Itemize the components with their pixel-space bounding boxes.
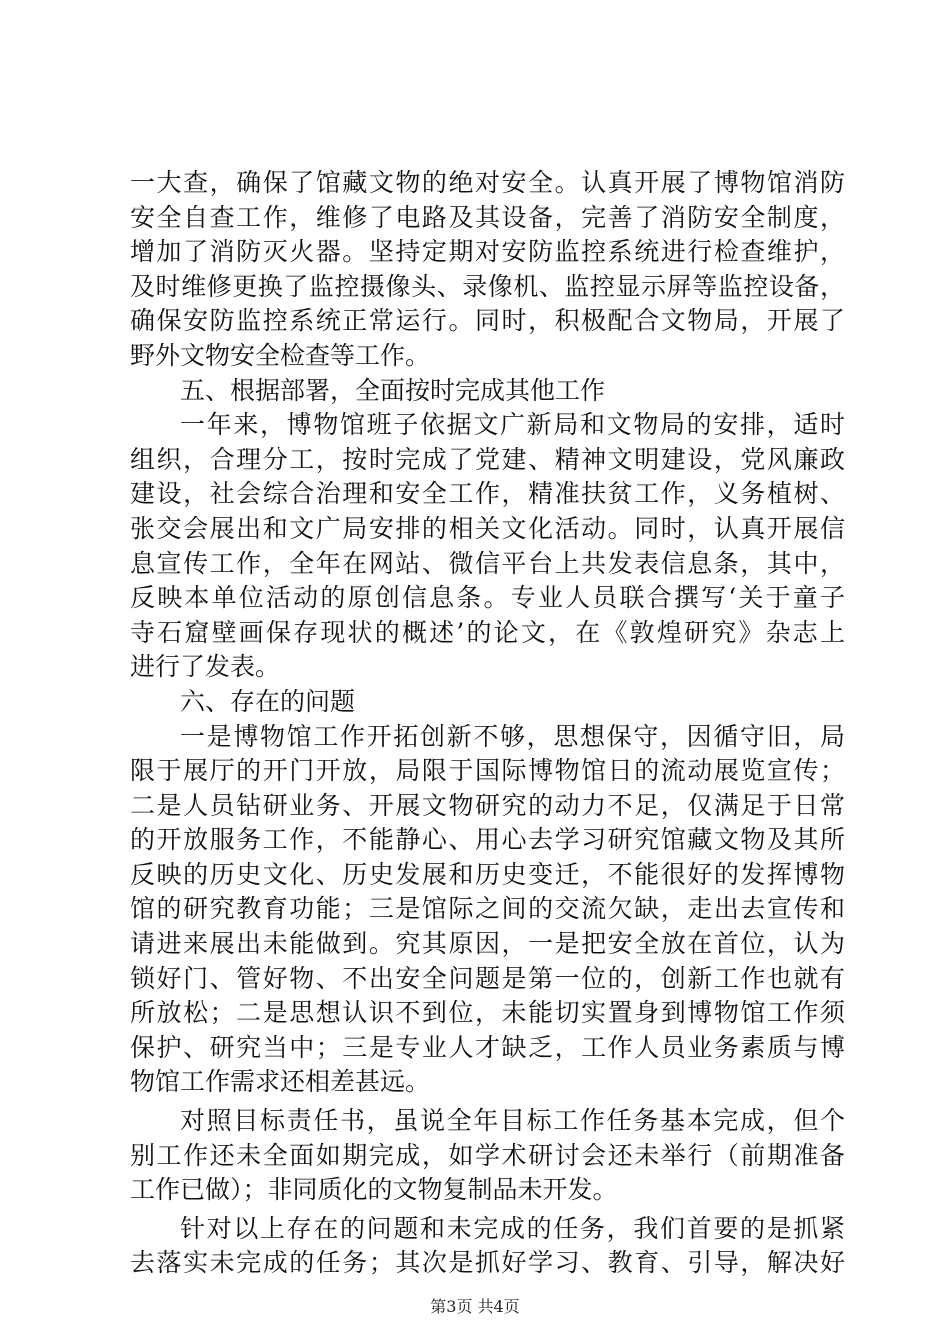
text-line: 请进来展出未能做到。究其原因，一是把安全放在首位，认为 bbox=[130, 929, 845, 959]
heading-text: 五、根据部署，全面按时完成其他工作 bbox=[180, 375, 606, 405]
text-line: 安全自查工作，维修了电路及其设备，完善了消防安全制度， bbox=[130, 202, 845, 232]
text-line: 确保安防监控系统正常运行。同时，积极配合文物局，开展了 bbox=[130, 306, 845, 336]
page-footer bbox=[0, 1294, 950, 1317]
heading-text: 六、存在的问题 bbox=[180, 686, 356, 716]
text-line: 别工作还未全面如期完成，如学术研讨会还未举行（前期准备 bbox=[130, 1140, 845, 1170]
text-line: 一是博物馆工作开拓创新不够，思想保守，因循守旧，局 bbox=[180, 721, 845, 751]
text-line: 对照目标责任书，虽说全年目标工作任务基本完成，但个 bbox=[180, 1106, 845, 1136]
paragraph-targets bbox=[130, 1104, 845, 1208]
text-line: 的开放服务工作，不能静心、用心去学习研究馆藏文物及其所 bbox=[130, 825, 845, 855]
text-line: 张交会展出和文广局安排的相关文化活动。同时，认真开展信 bbox=[130, 513, 845, 543]
section-heading-5 bbox=[130, 374, 845, 409]
text-line: 一年来，博物馆班子依据文广新局和文物局的安排，适时 bbox=[180, 410, 845, 440]
text-line: 限于展厅的开门开放，局限于国际博物馆日的流动展览宣传； bbox=[130, 756, 845, 786]
page-number-label: 第3页 共4页 bbox=[430, 1297, 520, 1316]
text-line: 及时维修更换了监控摄像头、录像机、监控显示屏等监控设备， bbox=[130, 271, 845, 301]
text-line: 息宣传工作，全年在网站、微信平台上共发表信息条，其中， bbox=[130, 548, 845, 578]
text-line: 去落实未完成的任务；其次是抓好学习、教育、引导，解决好 bbox=[130, 1248, 845, 1278]
text-line: 野外文物安全检查等工作。 bbox=[130, 340, 431, 370]
text-line: 工作已做）；非同质化的文物复制品未开发。 bbox=[130, 1175, 618, 1205]
paragraph-measures bbox=[130, 1212, 845, 1281]
text-line: 组织，合理分工，按时完成了党建、精神文明建设，党风廉政 bbox=[130, 444, 845, 474]
paragraph-problems bbox=[130, 720, 845, 1101]
paragraph-safety-check bbox=[130, 166, 845, 374]
text-line: 二是人员钻研业务、开展文物研究的动力不足，仅满足于日常 bbox=[130, 790, 845, 820]
text-line: 保护、研究当中；三是专业人才缺乏，工作人员业务素质与博 bbox=[130, 1032, 845, 1062]
document-body bbox=[130, 166, 845, 1281]
text-line: 所放松；二是思想认识不到位，未能切实置身到博物馆工作须 bbox=[130, 998, 845, 1028]
text-line: 进行了发表。 bbox=[130, 652, 281, 682]
text-line: 针对以上存在的问题和未完成的任务，我们首要的是抓紧 bbox=[180, 1213, 845, 1243]
paragraph-other-work bbox=[130, 408, 845, 685]
text-line: 建设，社会综合治理和安全工作，精准扶贫工作，义务植树、 bbox=[130, 479, 845, 509]
text-line: 寺石窟壁画保存现状的概述’的论文，在《敦煌研究》杂志上 bbox=[130, 617, 845, 647]
text-line: 馆的研究教育功能；三是馆际之间的交流欠缺，走出去宣传和 bbox=[130, 894, 845, 924]
text-line: 一大查，确保了馆藏文物的绝对安全。认真开展了博物馆消防 bbox=[130, 168, 845, 197]
section-heading-6 bbox=[130, 685, 845, 720]
text-line: 反映的历史文化、历史发展和历史变迁，不能很好的发挥博物 bbox=[130, 859, 845, 889]
text-line: 增加了消防灭火器。坚持定期对安防监控系统进行检查维护， bbox=[130, 237, 845, 267]
text-line: 物馆工作需求还相差甚远。 bbox=[130, 1067, 431, 1097]
text-line: 锁好门、管好物、不出安全问题是第一位的，创新工作也就有 bbox=[130, 963, 845, 993]
text-line: 反映本单位活动的原创信息条。专业人员联合撰写‘关于童子 bbox=[130, 583, 845, 613]
